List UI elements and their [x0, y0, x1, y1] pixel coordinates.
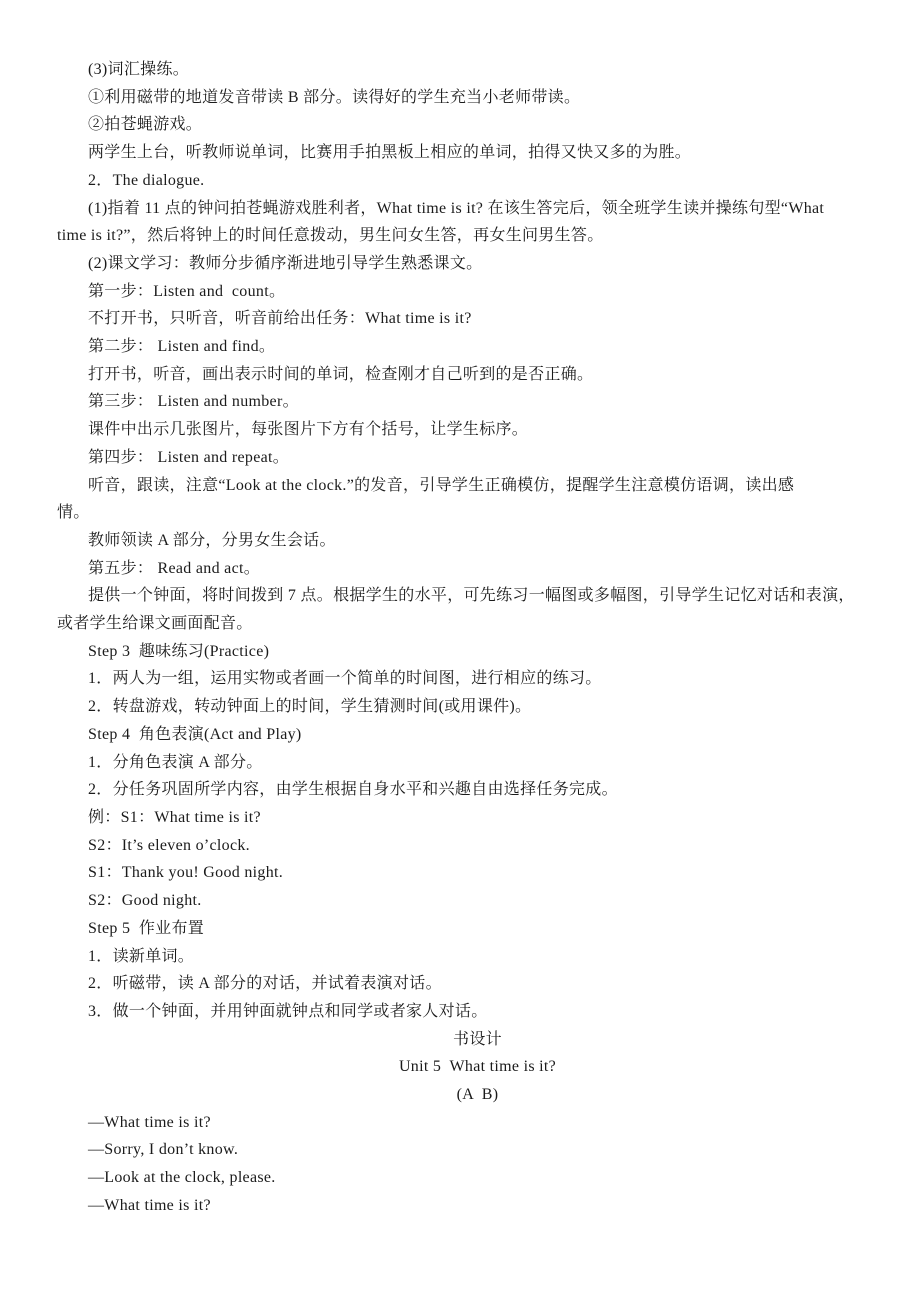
- text-line: 3．做一个钟面，并用钟面就钟点和同学或者家人对话。: [88, 1002, 488, 1020]
- text-line: 打开书，听音，画出表示时间的单词，检查刚才自己听到的是否正确。: [88, 365, 594, 383]
- text-line: 2．听磁带，读 A 部分的对话，并试着表演对话。: [88, 975, 442, 993]
- text-line: 听音，跟读，注意“Look at the clock.”的发音，引导学生正确模仿，提醒学生注意模仿语调，读出感: [88, 476, 795, 494]
- text-line: 1．两人为一组，运用实物或者画一个简单的时间图，进行相应的练习。: [88, 670, 602, 688]
- text-line: 第二步： Listen and find。: [88, 338, 276, 356]
- text-line: 情。: [57, 504, 90, 522]
- text-line: 第五步： Read and act。: [88, 559, 261, 577]
- text-line: (1)指着 11 点的钟问拍苍蝇游戏胜利者，What time is it? 在该生答完后，领全班学生读并操练句型“What: [88, 199, 825, 217]
- text-line: S2：It’s eleven o’clock.: [88, 836, 250, 854]
- text-line: 2．The dialogue.: [88, 171, 205, 189]
- text-line: 1．读新单词。: [88, 947, 195, 965]
- text-line: Unit 5 What time is it?: [398, 1058, 557, 1076]
- text-line: ①利用磁带的地道发音带读 B 部分。读得好的学生充当小老师带读。: [88, 88, 581, 106]
- text-line: 课件中出示几张图片，每张图片下方有个括号，让学生标序。: [88, 421, 529, 439]
- text-line: Step 5 作业布置: [88, 919, 205, 937]
- text-line: —What time is it?: [88, 1196, 211, 1214]
- text-line: 书设计: [453, 1030, 502, 1048]
- text-line: Step 3 趣味练习(Practice): [88, 642, 270, 660]
- document-body: [57, 56, 898, 1220]
- text-line: 1．分角色表演 A 部分。: [88, 753, 263, 771]
- text-line: —Look at the clock, please.: [88, 1169, 276, 1187]
- text-line: 不打开书，只听音，听音前给出任务：What time is it?: [88, 310, 472, 328]
- text-line: (A B): [456, 1086, 499, 1104]
- text-line: S1：Thank you! Good night.: [88, 864, 284, 882]
- text-line: (2)课文学习：教师分步循序渐进地引导学生熟悉课文。: [88, 254, 483, 272]
- text-line: time is it?”，然后将钟上的时间任意拨动，男生问女生答，再女生问男生答。: [57, 227, 604, 245]
- text-line: 两学生上台，听教师说单词，比赛用手拍黑板上相应的单词，拍得又快又多的为胜。: [88, 144, 692, 162]
- text-line: —What time is it?: [88, 1113, 211, 1131]
- text-line: (3)词汇操练。: [88, 61, 190, 78]
- text-line: 第三步： Listen and number。: [88, 393, 299, 411]
- text-line: 或者学生给课文画面配音。: [57, 615, 253, 633]
- text-line: 2．分任务巩固所学内容，由学生根据自身水平和兴趣自由选择任务完成。: [88, 781, 618, 799]
- text-line: 例：S1：What time is it?: [88, 808, 261, 826]
- text-line: S2：Good night.: [88, 892, 202, 910]
- text-line: 第四步： Listen and repeat。: [88, 448, 290, 466]
- text-line: Step 4 角色表演(Act and Play): [88, 725, 302, 743]
- text-line: 2．转盘游戏，转动钟面上的时间，学生猜测时间(或用课件)。: [88, 698, 532, 716]
- text-line: 教师领读 A 部分，分男女生会话。: [88, 531, 336, 549]
- text-line: ②拍苍蝇游戏。: [88, 116, 203, 134]
- text-line: —Sorry, I don’t know.: [88, 1141, 239, 1159]
- text-line: 第一步：Listen and count。: [88, 282, 286, 300]
- text-line: 提供一个钟面，将时间拨到 7 点。根据学生的水平，可先练习一幅图或多幅图，引导学生记忆对话和表演，: [88, 587, 855, 605]
